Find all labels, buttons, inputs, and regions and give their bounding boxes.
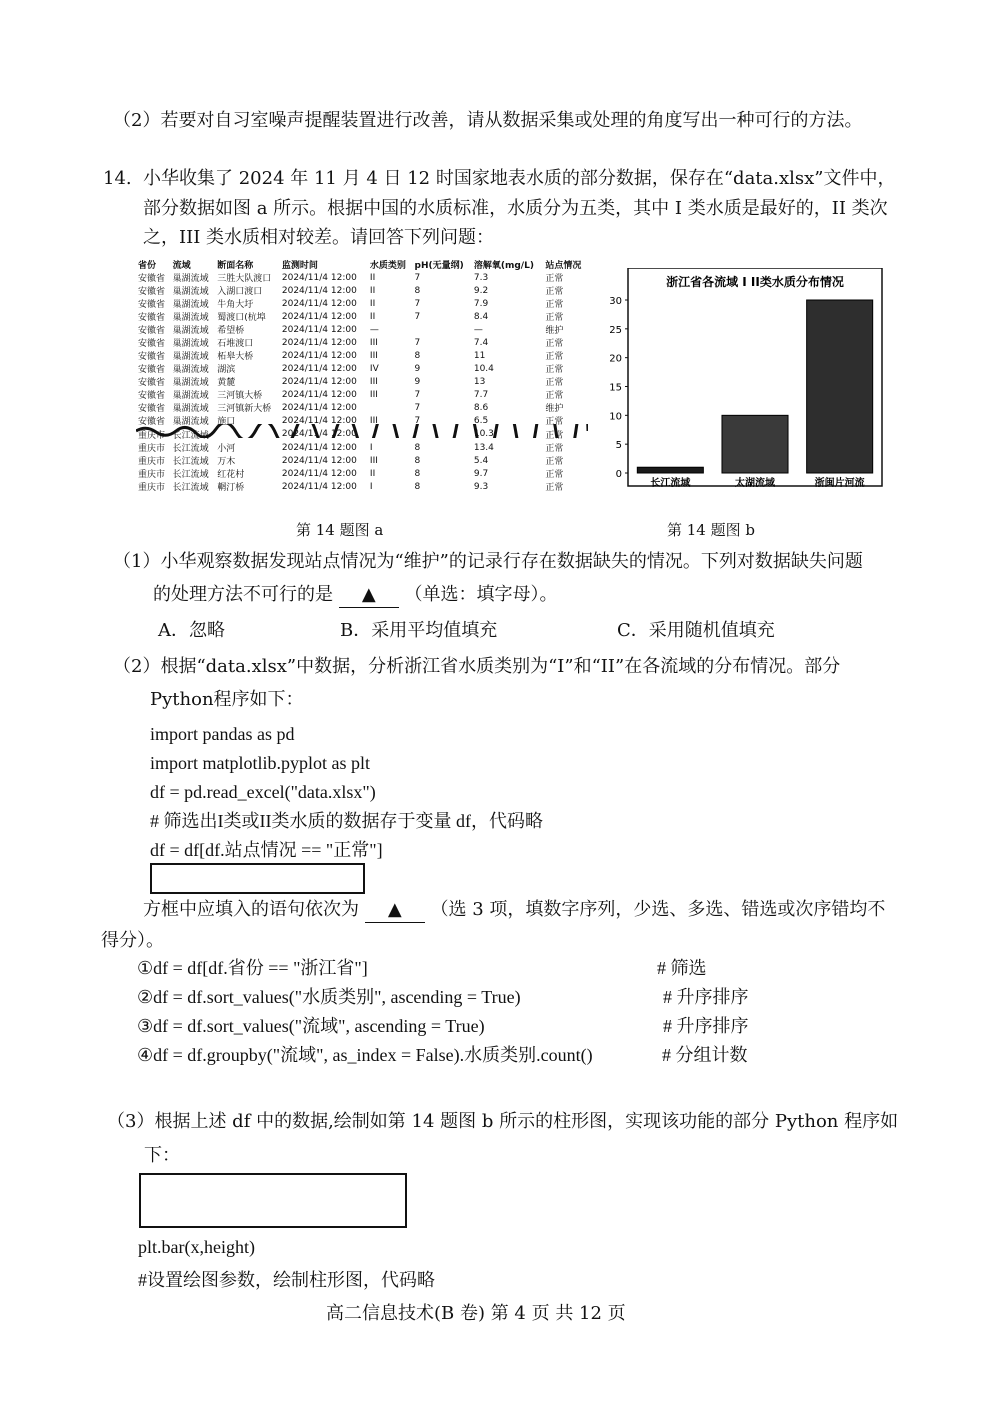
code-line: import matplotlib.pyplot as plt — [150, 753, 370, 773]
y-tick-label: 10 — [609, 411, 622, 423]
table-cell: 2024/11/4 12:00 — [281, 455, 357, 466]
answer-blank-2[interactable]: ▲ — [365, 898, 425, 923]
table-cell: 巢湖流域 — [172, 391, 209, 401]
table-cell: 2024/11/4 12:00 — [281, 311, 357, 322]
table-cell: 巢湖流域 — [172, 339, 209, 349]
table-cell: 8.6 — [473, 402, 489, 413]
table-header-cell: 省份 — [138, 261, 157, 271]
table-cell: 安徽省 — [138, 274, 166, 284]
table-cell: 长江流域 — [172, 470, 209, 480]
table-header-cell: 监测时间 — [281, 261, 318, 271]
option-code-4: ④df = df.groupby("流域", as_index = False).水质类别.count() — [137, 1045, 593, 1065]
option-comment-1: # 筛选 — [657, 958, 707, 978]
p1-line2-a: 的处理方法不可行的是 — [153, 584, 333, 605]
option-code-2: ②df = df.sort_values("水质类别", ascending = True) — [137, 987, 521, 1007]
table-cell: 7 — [414, 311, 421, 322]
table-cell: 安徽省 — [138, 300, 166, 310]
table-row — [136, 454, 588, 467]
table-cell: 2024/11/4 12:00 — [281, 272, 357, 283]
table-cell: 13.4 — [473, 442, 494, 453]
code-line: #设置绘图参数，绘制柱形图，代码略 — [138, 1270, 435, 1290]
caption-a: 第 14 题图 a — [296, 521, 384, 539]
table-cell: 安徽省 — [138, 365, 166, 375]
table-cell: 安徽省 — [138, 404, 166, 414]
table-row — [136, 284, 588, 297]
table-cell: 巢湖流域 — [172, 313, 209, 323]
table-cell: 正常 — [545, 287, 564, 297]
table-cell: 正常 — [545, 470, 564, 480]
table-cell: 7 — [414, 389, 421, 400]
table-cell: 长江流域 — [172, 444, 209, 454]
table-cell: 正常 — [545, 444, 564, 454]
table-cell: 7 — [414, 298, 421, 309]
table-cell: 7.7 — [473, 389, 489, 400]
table-cell: 巢湖流域 — [172, 326, 209, 336]
q14-intro-line2: 部分数据如图 a 所示。根据中国的水质标准，水质分为五类，其中 I 类水质是最好的，II 类次 — [143, 198, 888, 219]
table-cell: IV — [369, 363, 379, 374]
table-cell: 入湖口渡口 — [217, 287, 263, 297]
table-cell: 2024/11/4 12:00 — [281, 363, 357, 374]
table-header-cell: 站点情况 — [545, 261, 582, 271]
code-line: import pandas as pd — [150, 724, 295, 744]
table-cell: 10.4 — [473, 363, 494, 374]
question-number: 14. — [103, 168, 132, 189]
p2-fill-a: 方框中应填入的语句依次为 — [143, 899, 359, 920]
table-cell: 牛角大圩 — [217, 300, 254, 310]
table-cell: 小河 — [217, 444, 236, 454]
table-cell: 湖滨 — [217, 365, 236, 375]
table-cell: I — [369, 442, 373, 453]
code-line: # 筛选出I类或II类水质的数据存于变量 df，代码略 — [150, 811, 543, 831]
table-cell: III — [369, 389, 378, 400]
table-cell: 三河镇新大桥 — [217, 404, 272, 414]
p1-line2-b: （单选：填字母）。 — [404, 584, 558, 605]
table-cell: 7 — [414, 337, 421, 348]
q13-part2: （2）若要对自习室噪声提醒装置进行改善，请从数据采集或处理的角度写出一种可行的方法。 — [113, 110, 863, 131]
table-header-cell: pH(无量纲) — [414, 261, 464, 271]
table-cell: 施口 — [217, 417, 236, 427]
table-cell: 安徽省 — [138, 417, 166, 427]
table-cell: III — [369, 376, 378, 387]
p3-line1: （3）根据上述 df 中的数据,绘制如第 14 题图 b 所示的柱形图，实现该功能的部分 Python 程序如 — [107, 1111, 899, 1132]
table-cell: 安徽省 — [138, 326, 166, 336]
table-cell: 9.3 — [473, 481, 489, 492]
table-cell: 安徽省 — [138, 287, 166, 297]
table-cell — [413, 323, 472, 336]
table-header-cell: 流域 — [172, 261, 191, 271]
table-cell: III — [369, 415, 378, 426]
table-row — [136, 271, 588, 284]
code-line: df = df[df.站点情况 == "正常"] — [150, 840, 383, 860]
table-cell: 三胜大队渡口 — [217, 274, 272, 284]
code-line: df = pd.read_excel("data.xlsx") — [150, 782, 376, 802]
table-cell: 巢湖流域 — [172, 417, 209, 427]
option-c: C．采用随机值填充 — [617, 620, 775, 641]
table-cell: 长江流域 — [172, 430, 209, 441]
table-row — [136, 297, 588, 310]
option-code-1: ①df = df[df.省份 == "浙江省"] — [137, 958, 368, 978]
table-cell: 2024/11/4 12:00 — [281, 442, 357, 453]
table-cell: 13 — [473, 376, 486, 387]
table-cell: 8 — [414, 455, 421, 466]
table-row — [136, 310, 588, 323]
q14-intro-line3: 之，III 类水质相对较差。请回答下列问题： — [143, 227, 495, 248]
p1-line2 — [153, 583, 557, 608]
table-row — [136, 480, 588, 493]
table-cell: — — [473, 324, 483, 335]
p2-fill-b: （选 3 项，填数字序列，少选、多选、错选或次序错均不 — [430, 899, 886, 920]
table-cell: 巢湖流域 — [172, 378, 209, 388]
table-cell: 2024/11/4 12:00 — [281, 285, 357, 296]
table-cell: II — [369, 298, 376, 309]
table-cell: 蜀渡口(杭埠 — [217, 313, 266, 323]
table-row — [136, 349, 588, 362]
table-cell: 正常 — [545, 313, 564, 323]
table-cell: 柘皋大桥 — [217, 352, 254, 362]
table-cell: — — [369, 324, 379, 335]
table-cell: III — [369, 455, 378, 466]
table-cell: 黄麓 — [217, 378, 236, 388]
answer-blank-1[interactable]: ▲ — [339, 583, 399, 608]
table-cell: 11 — [473, 350, 486, 361]
table-cell: 7 — [414, 272, 421, 283]
table-cell: 巢湖流域 — [172, 274, 209, 284]
table-cell: 巢湖流域 — [172, 404, 209, 414]
table-row — [136, 441, 588, 454]
table-cell: 輞汀桥 — [217, 483, 245, 493]
table-cell: 2024/11/4 12:00 — [281, 337, 357, 348]
caption-b: 第 14 题图 b — [667, 521, 755, 539]
table-cell: 8 — [414, 481, 421, 492]
table-cell: 万木 — [217, 457, 236, 467]
option-comment-2: # 升序排序 — [663, 987, 749, 1007]
table-cell: 2024/11/4 12:00 — [281, 350, 357, 361]
table-cell: 安徽省 — [138, 391, 166, 401]
table-cell: 重庆市 — [138, 444, 166, 454]
table-cell: 重庆市 — [138, 430, 166, 441]
option-code-3: ③df = df.sort_values("流域", ascending = True) — [137, 1016, 485, 1036]
table-cell: II — [369, 285, 376, 296]
table-cell: 2024/11/4 12:00 — [281, 298, 357, 309]
table-cell: II — [369, 272, 376, 283]
table-cell: 正常 — [545, 417, 564, 427]
p2-line2: Python程序如下： — [150, 689, 304, 710]
p2-line1: （2）根据“data.xlsx”中数据，分析浙江省水质类别为“I”和“II”在各流域的分布情况。部分 — [113, 656, 841, 677]
table-cell: 巢湖流域 — [172, 352, 209, 362]
table-cell: 巢湖流域 — [172, 365, 209, 375]
y-tick-label: 15 — [609, 382, 622, 394]
table-cell: 安徽省 — [138, 313, 166, 323]
table-cell: 巢湖流域 — [172, 287, 209, 297]
table-cell: 2024/11/4 12:00 — [281, 468, 357, 479]
y-tick-label: 30 — [609, 296, 622, 307]
table-cell: 9 — [414, 363, 421, 374]
table-cell: 5.4 — [473, 455, 489, 466]
table-cell: 正常 — [545, 352, 564, 362]
p2-fill-c: 得分）。 — [101, 930, 164, 951]
data-table-figure — [136, 258, 588, 493]
data-table — [136, 258, 588, 493]
table-cell: 7.9 — [473, 298, 489, 309]
table-cell: 8 — [414, 442, 421, 453]
table-cell: 9 — [414, 376, 421, 387]
table-cell: 8 — [414, 350, 421, 361]
option-a: A．忽略 — [158, 620, 225, 641]
table-cell: 6.5 — [473, 415, 489, 426]
table-cell: 安徽省 — [138, 339, 166, 349]
bar — [722, 415, 788, 473]
table-cell: 安徽省 — [138, 352, 166, 362]
table-cell: 正常 — [545, 365, 564, 375]
table-cell: 正常 — [545, 378, 564, 388]
x-tick-label: 长江流域 — [650, 478, 691, 489]
chart-title: 浙江省各流域 I II类水质分布情况 — [666, 275, 844, 289]
option-comment-4: # 分组计数 — [662, 1045, 748, 1065]
table-row — [136, 375, 588, 388]
table-cell: 重庆市 — [138, 457, 166, 467]
table-cell: 2024/11/4 12:00 — [281, 389, 357, 400]
table-row — [136, 401, 588, 414]
table-cell: 2024/11/4 12:00 — [281, 415, 357, 426]
table-cell: 正常 — [545, 339, 564, 349]
option-comment-3: # 升序排序 — [663, 1016, 749, 1036]
table-cell: 7 — [414, 415, 421, 426]
bar — [637, 467, 703, 473]
p3-line2: 下： — [144, 1145, 180, 1166]
table-cell: 长江流域 — [172, 457, 209, 467]
table-cell: 希望桥 — [217, 326, 245, 336]
y-tick-label: 20 — [609, 353, 622, 365]
table-header-cell: 溶解氧(mg/L) — [473, 261, 534, 271]
answer-box-2[interactable] — [139, 1173, 407, 1228]
bar-chart — [598, 268, 884, 500]
table-row — [136, 362, 588, 375]
table-cell: 巢湖流域 — [172, 300, 209, 310]
table-cell: 2024/11/4 12:00 — [281, 481, 357, 492]
table-cell: 7.3 — [473, 272, 489, 283]
table-row — [136, 336, 588, 349]
table-row — [136, 388, 588, 401]
table-cell: 10.3 — [473, 429, 494, 439]
table-cell: I — [369, 481, 373, 492]
table-cell: 重庆市 — [138, 470, 166, 480]
y-tick-label: 0 — [615, 469, 622, 480]
table-body — [136, 271, 588, 493]
table-cell: 三河镇大桥 — [217, 391, 263, 401]
table-cell: 8.4 — [473, 311, 489, 322]
table-cell — [368, 401, 413, 414]
x-tick-label: 太湖流域 — [735, 478, 775, 489]
code-line: plt.bar(x,height) — [138, 1237, 255, 1257]
q14-intro-line1: 小华收集了 2024 年 11 月 4 日 12 时国家地表水质的部分数据，保存在“data.xlsx”文件中， — [143, 168, 896, 189]
table-cell: 8 — [414, 285, 421, 296]
table-cell: 正常 — [545, 457, 564, 467]
y-tick-label: 25 — [609, 324, 622, 336]
table-cell: 红花村 — [217, 470, 245, 480]
table-header-cell: 断面名称 — [217, 261, 254, 271]
table-cell: III — [369, 350, 378, 361]
table-cell: II — [369, 468, 376, 479]
table-cell: 正常 — [545, 300, 564, 310]
table-cell: 2024/11/4 12:00 — [281, 429, 357, 439]
x-tick-label: 浙闽片河流 — [814, 478, 865, 489]
table-cell: 7 — [414, 402, 421, 413]
table-cell: 7.4 — [473, 337, 489, 348]
table-cell: 正常 — [545, 483, 564, 493]
table-cell: 8 — [414, 468, 421, 479]
option-b: B．采用平均值填充 — [340, 620, 498, 641]
table-cell: 9.7 — [473, 468, 489, 479]
table-cell: 长江流域 — [172, 483, 209, 493]
table-cell: 重庆市 — [138, 483, 166, 493]
table-cell: 正常 — [545, 274, 564, 284]
table-cell: 正常 — [545, 430, 564, 441]
table-header-row — [136, 258, 588, 271]
table-cell: 2024/11/4 12:00 — [281, 402, 357, 413]
y-tick-label: 5 — [615, 440, 622, 452]
table-row — [136, 323, 588, 336]
answer-box-1[interactable] — [150, 863, 365, 894]
p1-line1: （1）小华观察数据发现站点情况为“维护”的记录行存在数据缺失的情况。下列对数据缺失问题 — [113, 551, 863, 572]
table-header-cell: 水质类别 — [369, 261, 406, 271]
torn-edge-divider — [136, 424, 588, 438]
table-cell: 维护 — [545, 404, 564, 414]
table-cell: 2024/11/4 12:00 — [281, 324, 357, 335]
table-cell: 安徽省 — [138, 378, 166, 388]
table-cell: 石堆渡口 — [217, 339, 254, 349]
table-cell: III — [369, 337, 378, 348]
table-cell: 维护 — [545, 326, 564, 336]
table-cell: 2024/11/4 12:00 — [281, 376, 357, 387]
table-row — [136, 467, 588, 480]
p2-fill-line — [143, 898, 885, 923]
bar — [807, 300, 873, 473]
table-cell: 9.2 — [473, 285, 489, 296]
table-cell: II — [369, 311, 376, 322]
table-cell: 正常 — [545, 391, 564, 401]
page-footer: 高二信息技术(B 卷) 第 4 页 共 12 页 — [326, 1303, 626, 1324]
